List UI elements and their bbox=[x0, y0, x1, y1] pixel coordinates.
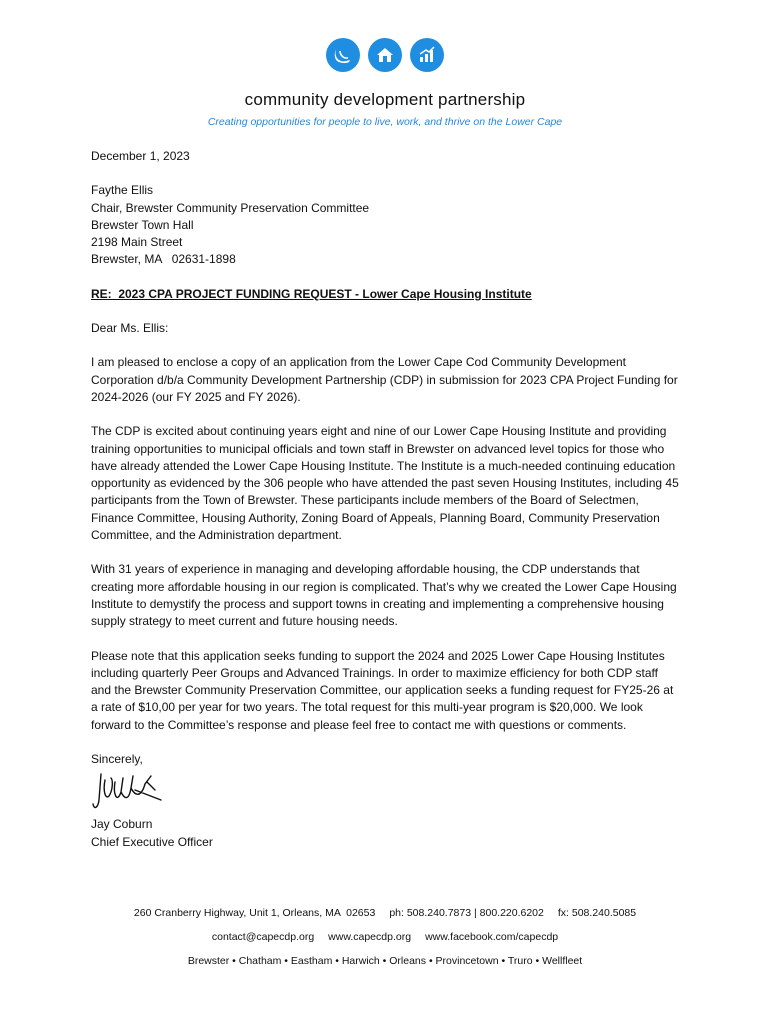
subject-line: RE: 2023 CPA PROJECT FUNDING REQUEST - Lower Cape Housing Institute bbox=[91, 286, 532, 301]
footer-phones: ph: 508.240.7873 | 800.220.6202 bbox=[389, 907, 544, 919]
footer-address: 260 Cranberry Highway, Unit 1, Orleans, MA 02653 bbox=[133, 907, 376, 919]
signature-image bbox=[91, 770, 171, 814]
growth-chart-icon bbox=[410, 38, 444, 72]
signer-name: Jay Coburn bbox=[91, 817, 153, 832]
letter-date: December 1, 2023 bbox=[91, 149, 190, 163]
footer-website[interactable]: www.capecdp.org bbox=[328, 931, 412, 943]
paragraph-2: The CDP is excited about continuing years eight and nine of our Lower Cape Housing Institute and providing training opportunities to municipal officials and town staff in Brewster on advanced level topics for those who have already attended the Lower Cape Housing Institute. The Institute is a much-needed continuing education opportunity as evidenced by the 306 people who have attended the past seven Housing Institutes, including 45 participants from the Town of Brewster. These participants include members of the Board of Selectmen, Finance Committee, Housing Authority, Zoning Board of Appeals, Planning Board, Community Preservation Committee, and the Administration department. bbox=[91, 424, 679, 543]
recipient-name: Faythe Ellis bbox=[91, 183, 154, 198]
letter-body bbox=[91, 148, 681, 851]
footer-fax: fx: 508.240.5085 bbox=[557, 907, 637, 919]
footer-web-line bbox=[0, 931, 770, 943]
paragraph-4: Please note that this application seeks funding to support the 2024 and 2025 Lower Cape Housing Institutes including quarterly Peer Groups and Advanced Trainings. In order to maximize efficiency for both CDP staff and the Brewster Community Preservation Committee, our application seeks a funding request for FY25-26 at a rate of $10,00 per year for two years. The total request for this multi-year program is $20,000. We look forward to the Committee’s response and please feel free to contact me with questions or comments. bbox=[91, 648, 674, 732]
footer-towns: Brewster • Chatham • Eastham • Harwich • Orleans • Provincetown • Truro • Wellfleet bbox=[187, 955, 583, 967]
letterhead-logo bbox=[0, 38, 770, 72]
recipient-org: Brewster Town Hall bbox=[91, 217, 194, 232]
recipient-street: 2198 Main Street bbox=[91, 235, 183, 250]
footer-email[interactable]: contact@capecdp.org bbox=[211, 931, 315, 943]
tagline: Creating opportunities for people to live, work, and thrive on the Lower Cape bbox=[207, 116, 563, 128]
house-icon bbox=[368, 38, 402, 72]
closing: Sincerely, bbox=[91, 752, 143, 767]
salutation: Dear Ms. Ellis: bbox=[91, 321, 169, 336]
region-map-icon bbox=[326, 38, 360, 72]
recipient-block bbox=[91, 182, 681, 268]
recipient-city: Brewster, MA 02631-1898 bbox=[91, 252, 236, 267]
signer-title: Chief Executive Officer bbox=[91, 834, 213, 849]
paragraph-3: With 31 years of experience in managing and developing affordable housing, the CDP understands that creating more affordable housing in our region is complicated. That’s why we created the Lower Cape Housing Institute to demystify the process and support towns in creating and implementing a comprehensive housing supply strategy to meet current and future housing needs. bbox=[91, 562, 677, 629]
recipient-title: Chair, Brewster Community Preservation Committee bbox=[91, 200, 370, 215]
org-name: community development partnership bbox=[244, 90, 526, 109]
paragraph-1: I am pleased to enclose a copy of an application from the Lower Cape Cod Community Development Corporation d/b/a Community Development Partnership (CDP) in submission for 2023 CPA Project Funding for 2024-2026 (our FY 2025 and FY 2026). bbox=[91, 355, 678, 404]
footer-facebook[interactable]: www.facebook.com/capecdp bbox=[425, 931, 559, 943]
footer-contact-line bbox=[0, 907, 770, 919]
